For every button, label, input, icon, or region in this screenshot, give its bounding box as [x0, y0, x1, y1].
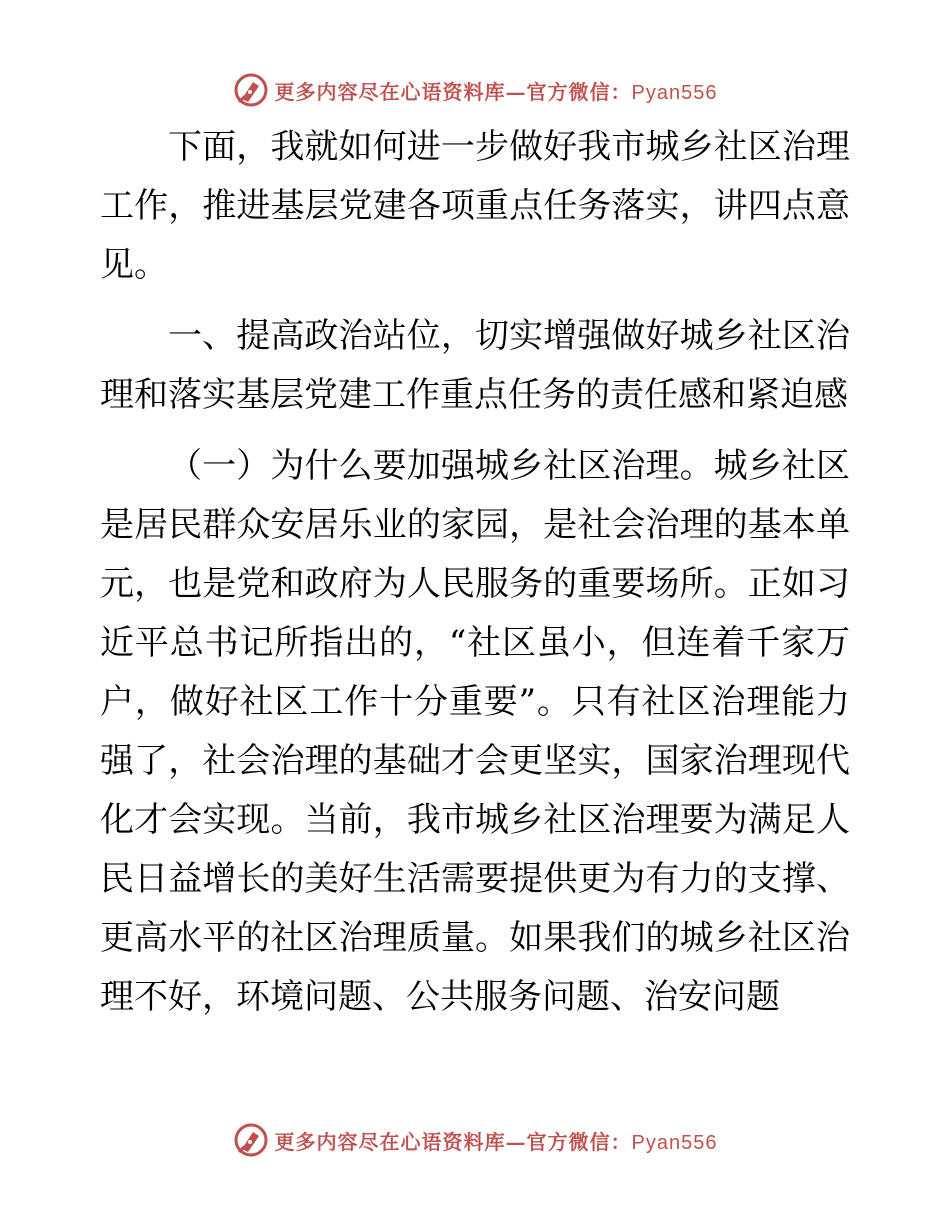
paragraph-subsection-1: （一）为什么要加强城乡社区治理。城乡社区是居民群众安居乐业的家园，是社会治理的基本单元，也是党和政府为人民服务的重要场所。正如习近平总书记所指出的，“社区虽小，但连着千家万户，做好社区工作十分重要”。只有社区治理能力强了，社会治理的基础才会更坚实，国家治理现代化才会实现。当前，我市城乡社区治理要为满足人民日益增长的美好生活需要提供更为有力的支撑、更高水平的社区治理质量。如果我们的城乡社区治理不好，环境问题、公共服务问题、治安问题 — [100, 446, 850, 1017]
watermark-text: 更多内容尽在心语资料库—官方微信：Pyan556 — [274, 79, 718, 104]
watermark-text: 更多内容尽在心语资料库—官方微信：Pyan556 — [274, 1129, 718, 1154]
paragraph-intro: 下面，我就如何进一步做好我市城乡社区治理工作，推进基层党建各项重点任务落实，讲四点意见。 — [100, 127, 850, 285]
footer-watermark — [0, 1120, 950, 1160]
section-heading-1: 一、提高政治站位，切实增强做好城乡社区治理和落实基层党建工作重点任务的责任感和紧迫感 — [100, 316, 850, 415]
document-body — [100, 118, 850, 1027]
pen-nib-icon — [233, 1122, 269, 1158]
wechat-id: Pyan556 — [631, 81, 718, 104]
wechat-id: Pyan556 — [631, 1131, 718, 1154]
header-watermark — [0, 70, 950, 110]
pen-nib-icon — [233, 72, 269, 108]
